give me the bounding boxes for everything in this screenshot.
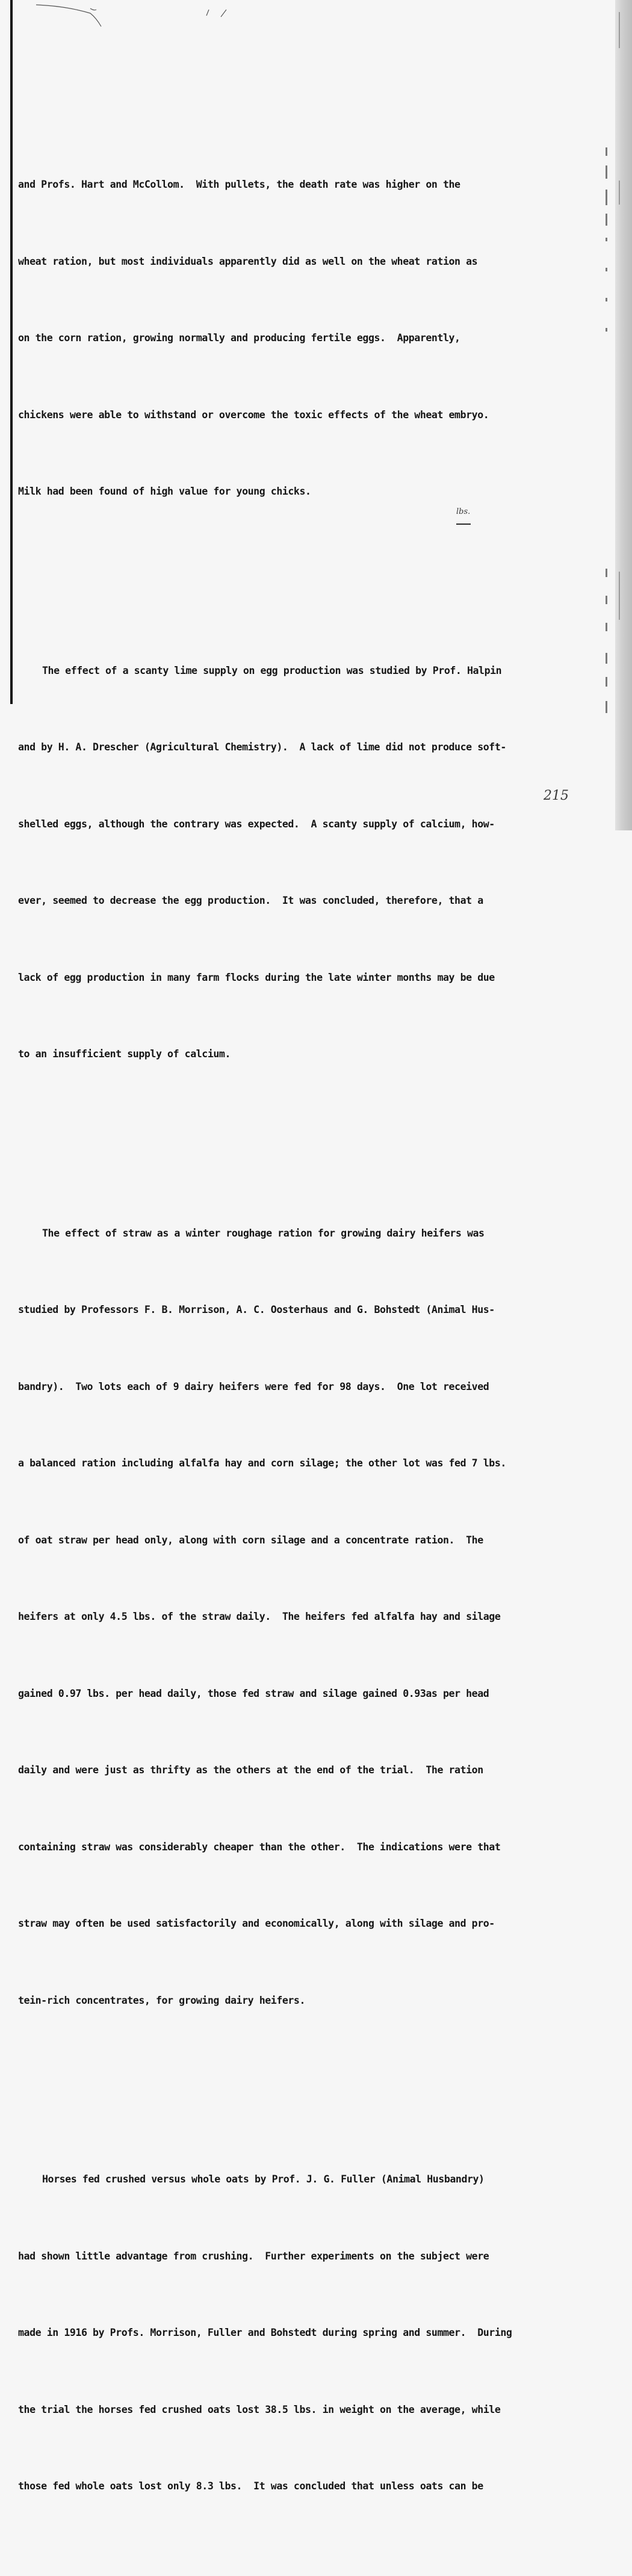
text-line: shelled eggs, although the contrary was expected. A scanty supply of calcium, how- [18, 818, 495, 830]
text-line: Milk had been found of high value for young chicks. [18, 486, 311, 497]
text-line: studied by Professors F. B. Morrison, A. C. Oosterhaus and G. Bohstedt (Animal Hus- [18, 1304, 495, 1315]
text-line: made in 1916 by Profs. Morrison, Fuller and Bohstedt during spring and summer. During [18, 2327, 512, 2338]
paragraph-2 [18, 607, 548, 1119]
text-line: of oat straw per head only, along with corn silage and a concentrate ration. The [18, 1534, 483, 1546]
text-line: Horses fed crushed versus whole oats by Prof. J. G. Fuller (Animal Husbandry) [42, 2173, 485, 2185]
text-line: the trial the horses fed crushed oats lost 38.5 lbs. in weight on the average, while [18, 2403, 501, 2415]
text-line: containing straw was considerably cheaper than the other. The indications were that [18, 1841, 501, 1853]
text-line: wheat ration, but most individuals apparently did as well on the wheat ration as [18, 255, 478, 267]
text-line: and Profs. Hart and McCollom. With pullets, the death rate was higher on the [18, 179, 460, 190]
text-line: The effect of a scanty lime supply on egg production was studied by Prof. Halpin [42, 664, 502, 676]
text-line: on the corn ration, growing normally and producing fertile eggs. Apparently, [18, 332, 460, 344]
text-line: tein-rich concentrates, for growing dairy heifers. [18, 1994, 306, 2006]
text-line: to an insufficient supply of calcium. [18, 1048, 231, 1060]
page-number: 215 [544, 788, 569, 803]
paragraph-1 [18, 121, 548, 556]
text-line: lack of egg production in many farm flocks during the late winter months may be due [18, 971, 495, 983]
text-line: had shown little advantage from crushing. Further experiments on the subject were [18, 2250, 489, 2262]
strikethrough-mark [456, 524, 471, 525]
text-line: chickens were able to withstand or overcome the toxic effects of the wheat embryo. [18, 409, 489, 421]
left-margin-rule [10, 0, 13, 704]
paragraph-3 [18, 1170, 548, 2065]
paragraph-4 [18, 2116, 548, 2551]
handwritten-annotation: lbs. [456, 507, 471, 516]
text-line: The effect of straw as a winter roughage ration for growing dairy heifers was [42, 1227, 485, 1239]
text-line: a balanced ration including alfalfa hay and corn silage; the other lot was fed 7 lbs. [18, 1457, 506, 1469]
text-line: ever, seemed to decrease the egg production. It was concluded, therefore, that a [18, 895, 483, 906]
text-line: gained 0.97 lbs. per head daily, those fed straw and silage gained 0.93as per head [18, 1687, 489, 1699]
text-line: straw may often be used satisfactorily and economically, along with silage and pro- [18, 1918, 495, 1929]
binding-marks [604, 147, 612, 725]
text-line: those fed whole oats lost only 8.3 lbs. It was concluded that unless oats can be [18, 2480, 483, 2492]
top-pencil-marks [0, 0, 253, 36]
typed-body-text [18, 70, 548, 2576]
text-line: heifers at only 4.5 lbs. of the straw daily. The heifers fed alfalfa hay and silage [18, 1611, 501, 1622]
page-edge-band [615, 0, 632, 830]
text-line: daily and were just as thrifty as the others at the end of the trial. The ration [18, 1764, 483, 1776]
text-line: and by H. A. Drescher (Agricultural Chemistry). A lack of lime did not produce soft- [18, 741, 506, 753]
text-line: bandry). Two lots each of 9 dairy heifers were fed for 98 days. One lot received [18, 1380, 489, 1392]
